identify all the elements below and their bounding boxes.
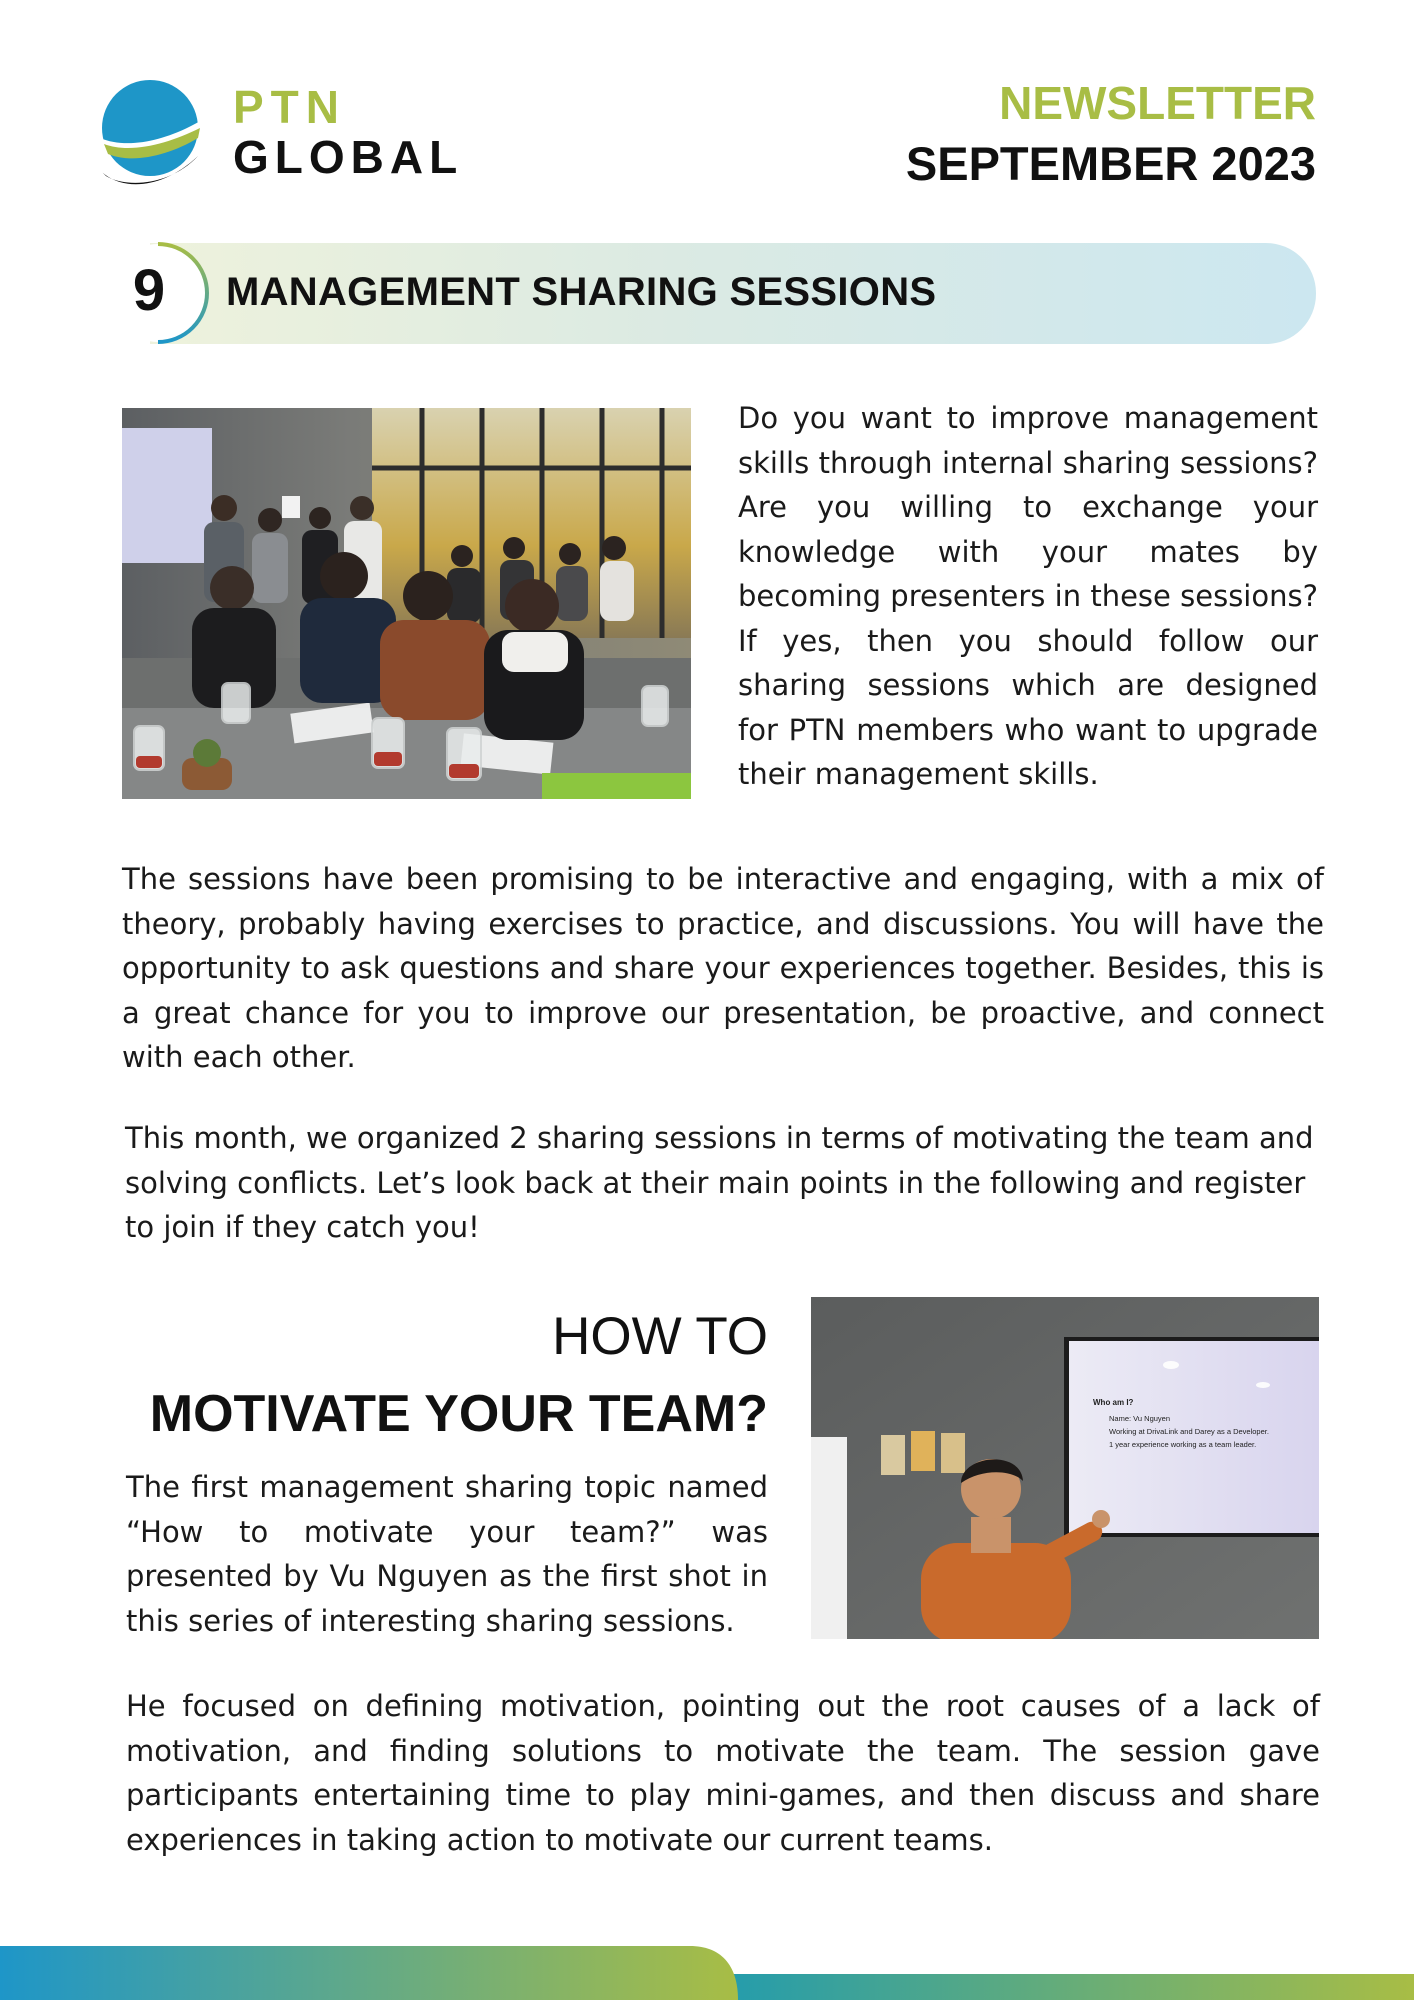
newsletter-label: NEWSLETTER	[999, 77, 1316, 129]
intro-paragraph: Do you want to improve management skills through internal sharing sessions? Are you willing to exchange your knowledge with your mates by becoming presenters in these sessions? If yes, then you should follow our sharing sessions which are designed for PTN members who want to upgrade their management skills.	[738, 401, 1318, 791]
topic-heading-large: MOTIVATE YOUR TEAM?	[149, 1385, 768, 1443]
slide-bullet-1: Name: Vu Nguyen	[1109, 1414, 1171, 1423]
brand-name-line2: GLOBAL	[233, 131, 464, 183]
body-paragraph-2: This month, we organized 2 sharing sessions in terms of motivating the team and solving conflicts. Let’s look back at their main points in the following and register to join if they catch you!	[125, 1121, 1314, 1244]
brand-logo	[98, 78, 464, 196]
newsletter-date: SEPTEMBER 2023	[905, 137, 1316, 190]
slide-bullet-3: 1 year experience working as a team leader.	[1109, 1440, 1257, 1449]
section-title: MANAGEMENT SHARING SESSIONS	[226, 270, 937, 314]
topic-summary: The first management sharing topic named “How to motivate your team?” was presented by Vu Nguyen as the first shot in this series of interesting sharing sessions.	[126, 1470, 768, 1638]
footer-bar	[0, 1946, 1414, 2000]
photo-presenter	[811, 1297, 1319, 1639]
photo-sharing-session-group	[122, 408, 691, 799]
brand-name-line1: PTN	[233, 81, 346, 133]
globe-swoosh-icon	[98, 78, 206, 194]
section-number: 9	[132, 258, 166, 323]
slide-bullet-2: Working at DrivaLink and Darey as a Developer.	[1109, 1427, 1269, 1436]
topic-details: He focused on defining motivation, pointing out the root causes of a lack of motivation, and finding solutions to motivate the team. The session gave participants entertaining time to play mini-games, and then discuss and share experiences in taking action to motivate our current teams.	[126, 1689, 1320, 1857]
slide-heading: Who am I?	[1093, 1398, 1134, 1407]
body-paragraph-1: The sessions have been promising to be interactive and engaging, with a mix of theory, probably having exercises to practice, and discussions. You will have the opportunity to ask questions and share your experiences together. Besides, this is a great chance for you to improve our presentation, be proactive, and connect with each other.	[122, 862, 1324, 1074]
topic-heading-small: HOW TO	[552, 1307, 768, 1366]
